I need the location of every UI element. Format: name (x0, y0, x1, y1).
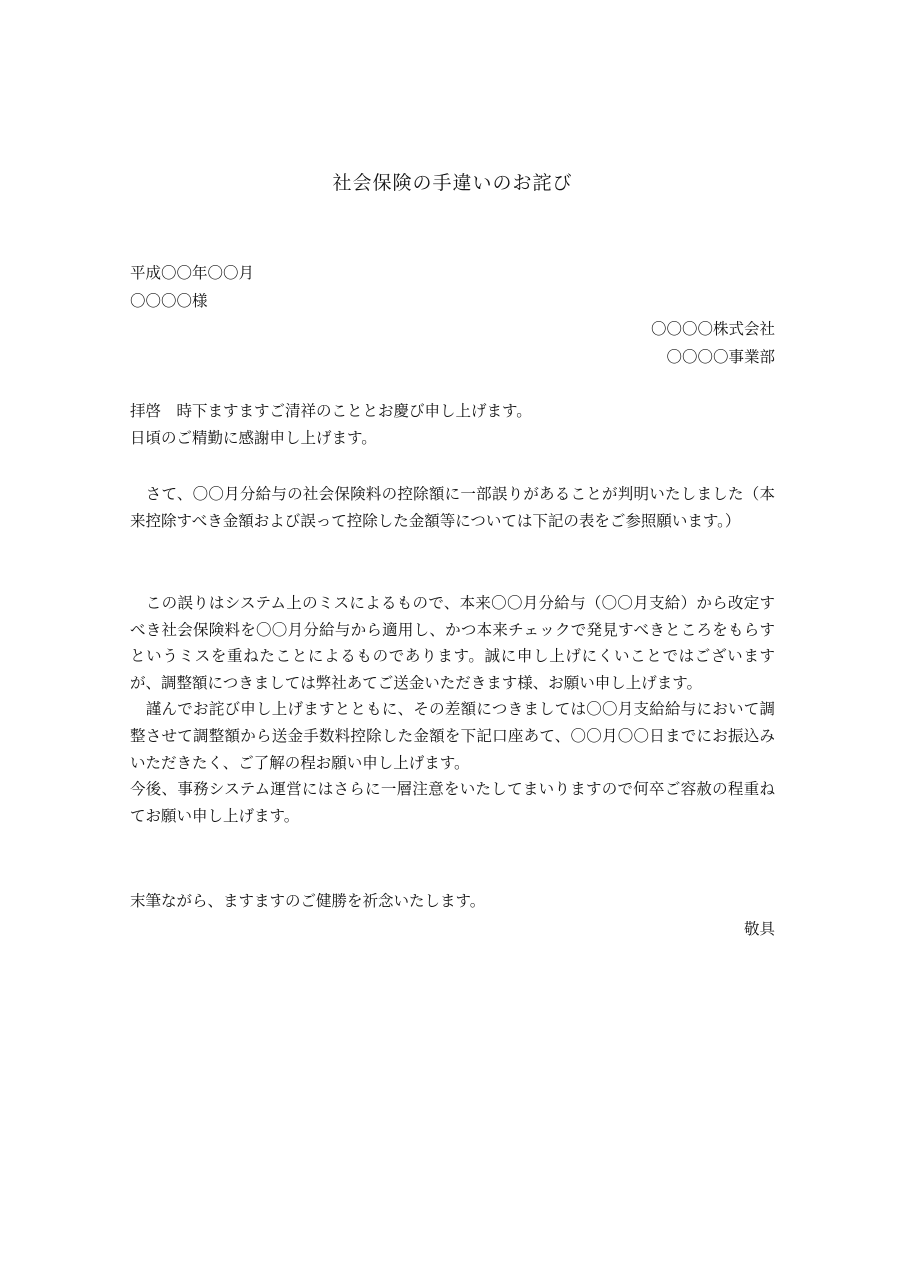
paragraph-explanation (130, 590, 775, 829)
greeting-line-2: 日頃のご精勤に感謝申し上げます。 (130, 429, 377, 447)
document-title: 社会保険の手違いのお詫び (332, 172, 573, 194)
closing-line: 末筆ながら、ますますのご健勝を祈念いたします。 (130, 892, 486, 910)
recipient-line: 〇〇〇〇様 (130, 292, 208, 310)
paragraph-text: さて、〇〇月分給与の社会保険料の控除額に一部誤りがあることが判明いたしました（本来控除すべき金額および誤って控除した金額等については下記の表をご参照願います。） (130, 485, 775, 530)
sender-department: 〇〇〇〇事業部 (666, 348, 775, 366)
paragraph-text: 今後、事務システム運営にはさらに一層注意をいたしてまいりますので何卒ご容赦の程重ねてお願い申し上げます。 (130, 780, 775, 825)
paragraph-text: 謹んでお詫び申し上げますとともに、その差額につきましては〇〇月支給給与において調整させて調整額から送金手数料控除した金額を下記口座あて、〇〇月〇〇日までにお振込みいただきたく、ご了解の程お願い申し上げます。 (130, 700, 775, 772)
paragraph-text: この誤りはシステム上のミスによるもので、本来〇〇月分給与（〇〇月支給）から改定すべき社会保険料を〇〇月分給与から適用し、かつ本来チェックで発見すべきところをもらすというミスを重ねたことによるものであります。誠に申し上げにくいことではございますが、調整額につきましては弊社あてご送金いただきます様、お願い申し上げます。 (130, 594, 775, 692)
paragraph-discovery (130, 481, 775, 534)
date-line: 平成〇〇年〇〇月 (130, 264, 255, 282)
closing-word: 敬具 (743, 920, 775, 938)
greeting-line-1: 拝啓 時下ますますご清祥のこととお慶び申し上げます。 (130, 402, 532, 420)
sender-company: 〇〇〇〇株式会社 (650, 320, 775, 338)
